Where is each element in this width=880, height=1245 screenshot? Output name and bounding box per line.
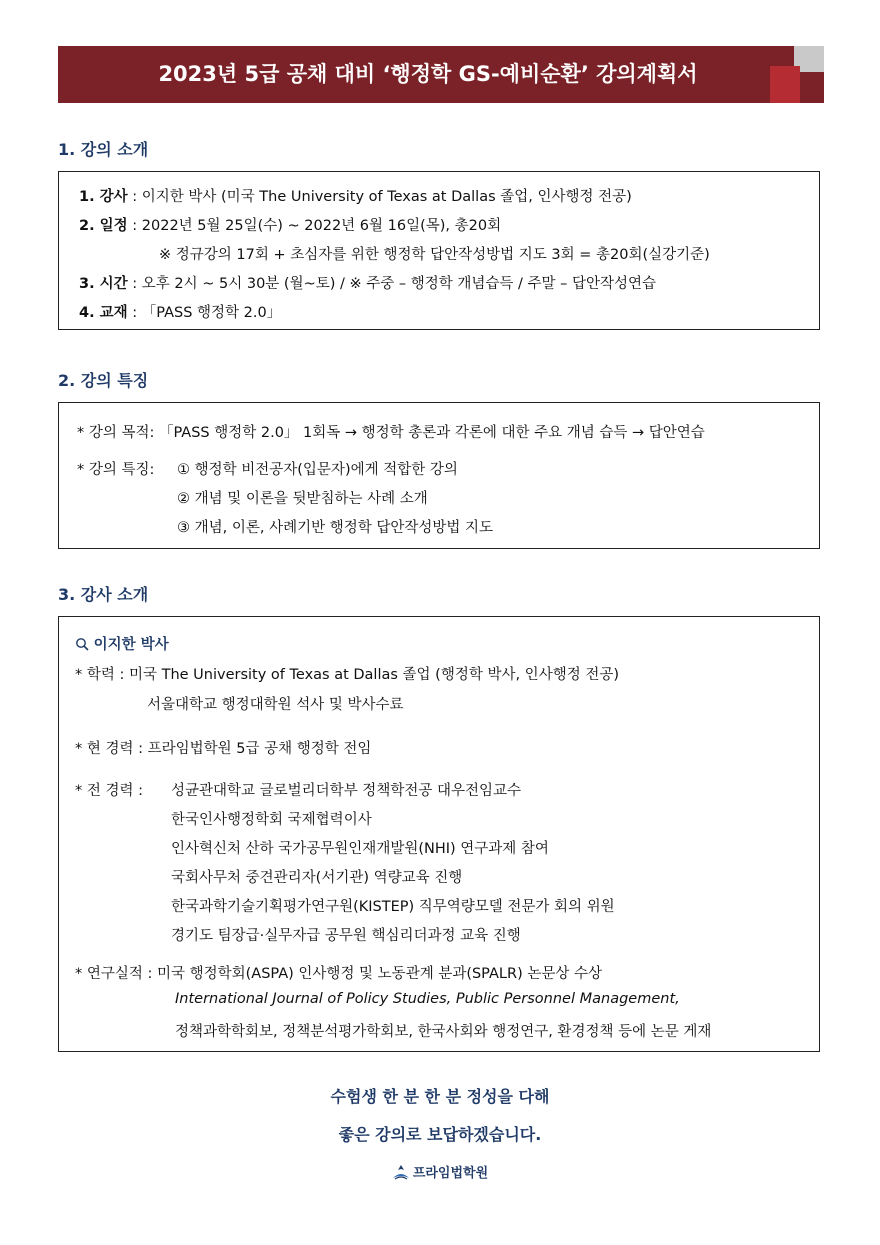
- feature-item: ② 개념 및 이론을 뒷받침하는 사례 소개: [177, 491, 428, 507]
- research-line-3: 정책과학학회보, 정책분석평가학회보, 한국사회와 행정연구, 환경정책 등에 논문 게재: [175, 1024, 712, 1040]
- title-banner: [58, 46, 824, 103]
- prime-logo-icon: [392, 1164, 410, 1180]
- section-title-intro: 1. 강의 소개: [58, 140, 149, 159]
- instructor-name-line: [75, 633, 169, 654]
- education-line: * 학력 : 미국 The University of Texas at Dallas 졸업 (행정학 박사, 인사행정 전공): [75, 667, 619, 683]
- past-career-item: 한국과학기술기획평가연구원(KISTEP) 직무역량모델 전문가 회의 위원: [171, 899, 615, 915]
- schedule-value: : 2022년 5월 25일(수) ~ 2022년 6월 16일(목), 총20회: [127, 218, 502, 234]
- lecturer-line: [79, 185, 632, 206]
- section-title-instructor: 3. 강사 소개: [58, 585, 149, 604]
- schedule-label: 2. 일정: [79, 218, 128, 234]
- feature-item: ① 행정학 비전공자(입문자)에게 적합한 강의: [177, 462, 458, 478]
- time-label: 3. 시간: [79, 276, 128, 292]
- magnifier-icon: [75, 637, 89, 651]
- textbook-line: [79, 301, 281, 322]
- footer-logo: [0, 1162, 880, 1181]
- closing-line-2: 좋은 강의로 보답하겠습니다.: [338, 1125, 542, 1144]
- current-career: * 현 경력 : 프라임법학원 5급 공채 행정학 전임: [75, 741, 372, 757]
- intro-box: [58, 171, 820, 330]
- closing-line-1: 수험생 한 분 한 분 정성을 다해: [330, 1087, 550, 1106]
- page-title: 2023년 5급 공채 대비 ‘행정학 GS-예비순환’ 강의계획서: [158, 62, 698, 86]
- time-line: [79, 272, 656, 293]
- research-journals: International Journal of Policy Studies, Public Personnel Management,: [175, 991, 680, 1007]
- logo-text: 프라임법학원: [412, 1166, 489, 1181]
- education-line-2: 서울대학교 행정대학원 석사 및 박사수료: [147, 697, 404, 713]
- instructor-box: [58, 616, 820, 1052]
- instructor-name: 이지한 박사: [93, 637, 169, 653]
- research-line: * 연구실적 : 미국 행정학회(ASPA) 인사행정 및 노동관계 분과(SPALR) 논문상 수상: [75, 966, 602, 982]
- time-value: : 오후 2시 ~ 5시 30분 (월~토) / ※ 주중 – 행정학 개념습득 / 주말 – 답안작성연습: [127, 276, 657, 292]
- past-career-item: 경기도 팀장급·실무자급 공무원 핵심리더과정 교육 진행: [171, 928, 521, 944]
- lecturer-label: 1. 강사: [79, 189, 128, 205]
- past-career-item: 한국인사행정학회 국제협력이사: [171, 812, 372, 828]
- textbook-value: : 「PASS 행정학 2.0」: [127, 305, 282, 321]
- past-career-label: * 전 경력 :: [75, 783, 143, 799]
- past-career-item: 인사혁신처 산하 국가공무원인재개발원(NHI) 연구과제 참여: [171, 841, 549, 857]
- banner-decoration-red: [770, 66, 800, 103]
- textbook-label: 4. 교재: [79, 305, 128, 321]
- schedule-note: ※ 정규강의 17회 + 초심자를 위한 행정학 답안작성방법 지도 3회 = 총20회(실강기준): [159, 247, 710, 263]
- banner-decoration-dark: [800, 72, 824, 103]
- feature-label: * 강의 특징:: [77, 462, 155, 478]
- schedule-line: [79, 214, 501, 235]
- section-title-features: 2. 강의 특징: [58, 371, 149, 390]
- lecturer-value: : 이지한 박사 (미국 The University of Texas at Dallas 졸업, 인사행정 전공): [127, 189, 632, 205]
- past-career-item: 국회사무처 중견관리자(서기관) 역량교육 진행: [171, 870, 463, 886]
- features-box: [58, 402, 820, 549]
- lecture-goal: * 강의 목적: 「PASS 행정학 2.0」 1회독 → 행정학 총론과 각론에 대한 주요 개념 습득 → 답안연습: [77, 425, 705, 441]
- past-career-item: 성균관대학교 글로벌리더학부 정책학전공 대우전임교수: [171, 783, 521, 799]
- feature-item: ③ 개념, 이론, 사례기반 행정학 답안작성방법 지도: [177, 520, 494, 536]
